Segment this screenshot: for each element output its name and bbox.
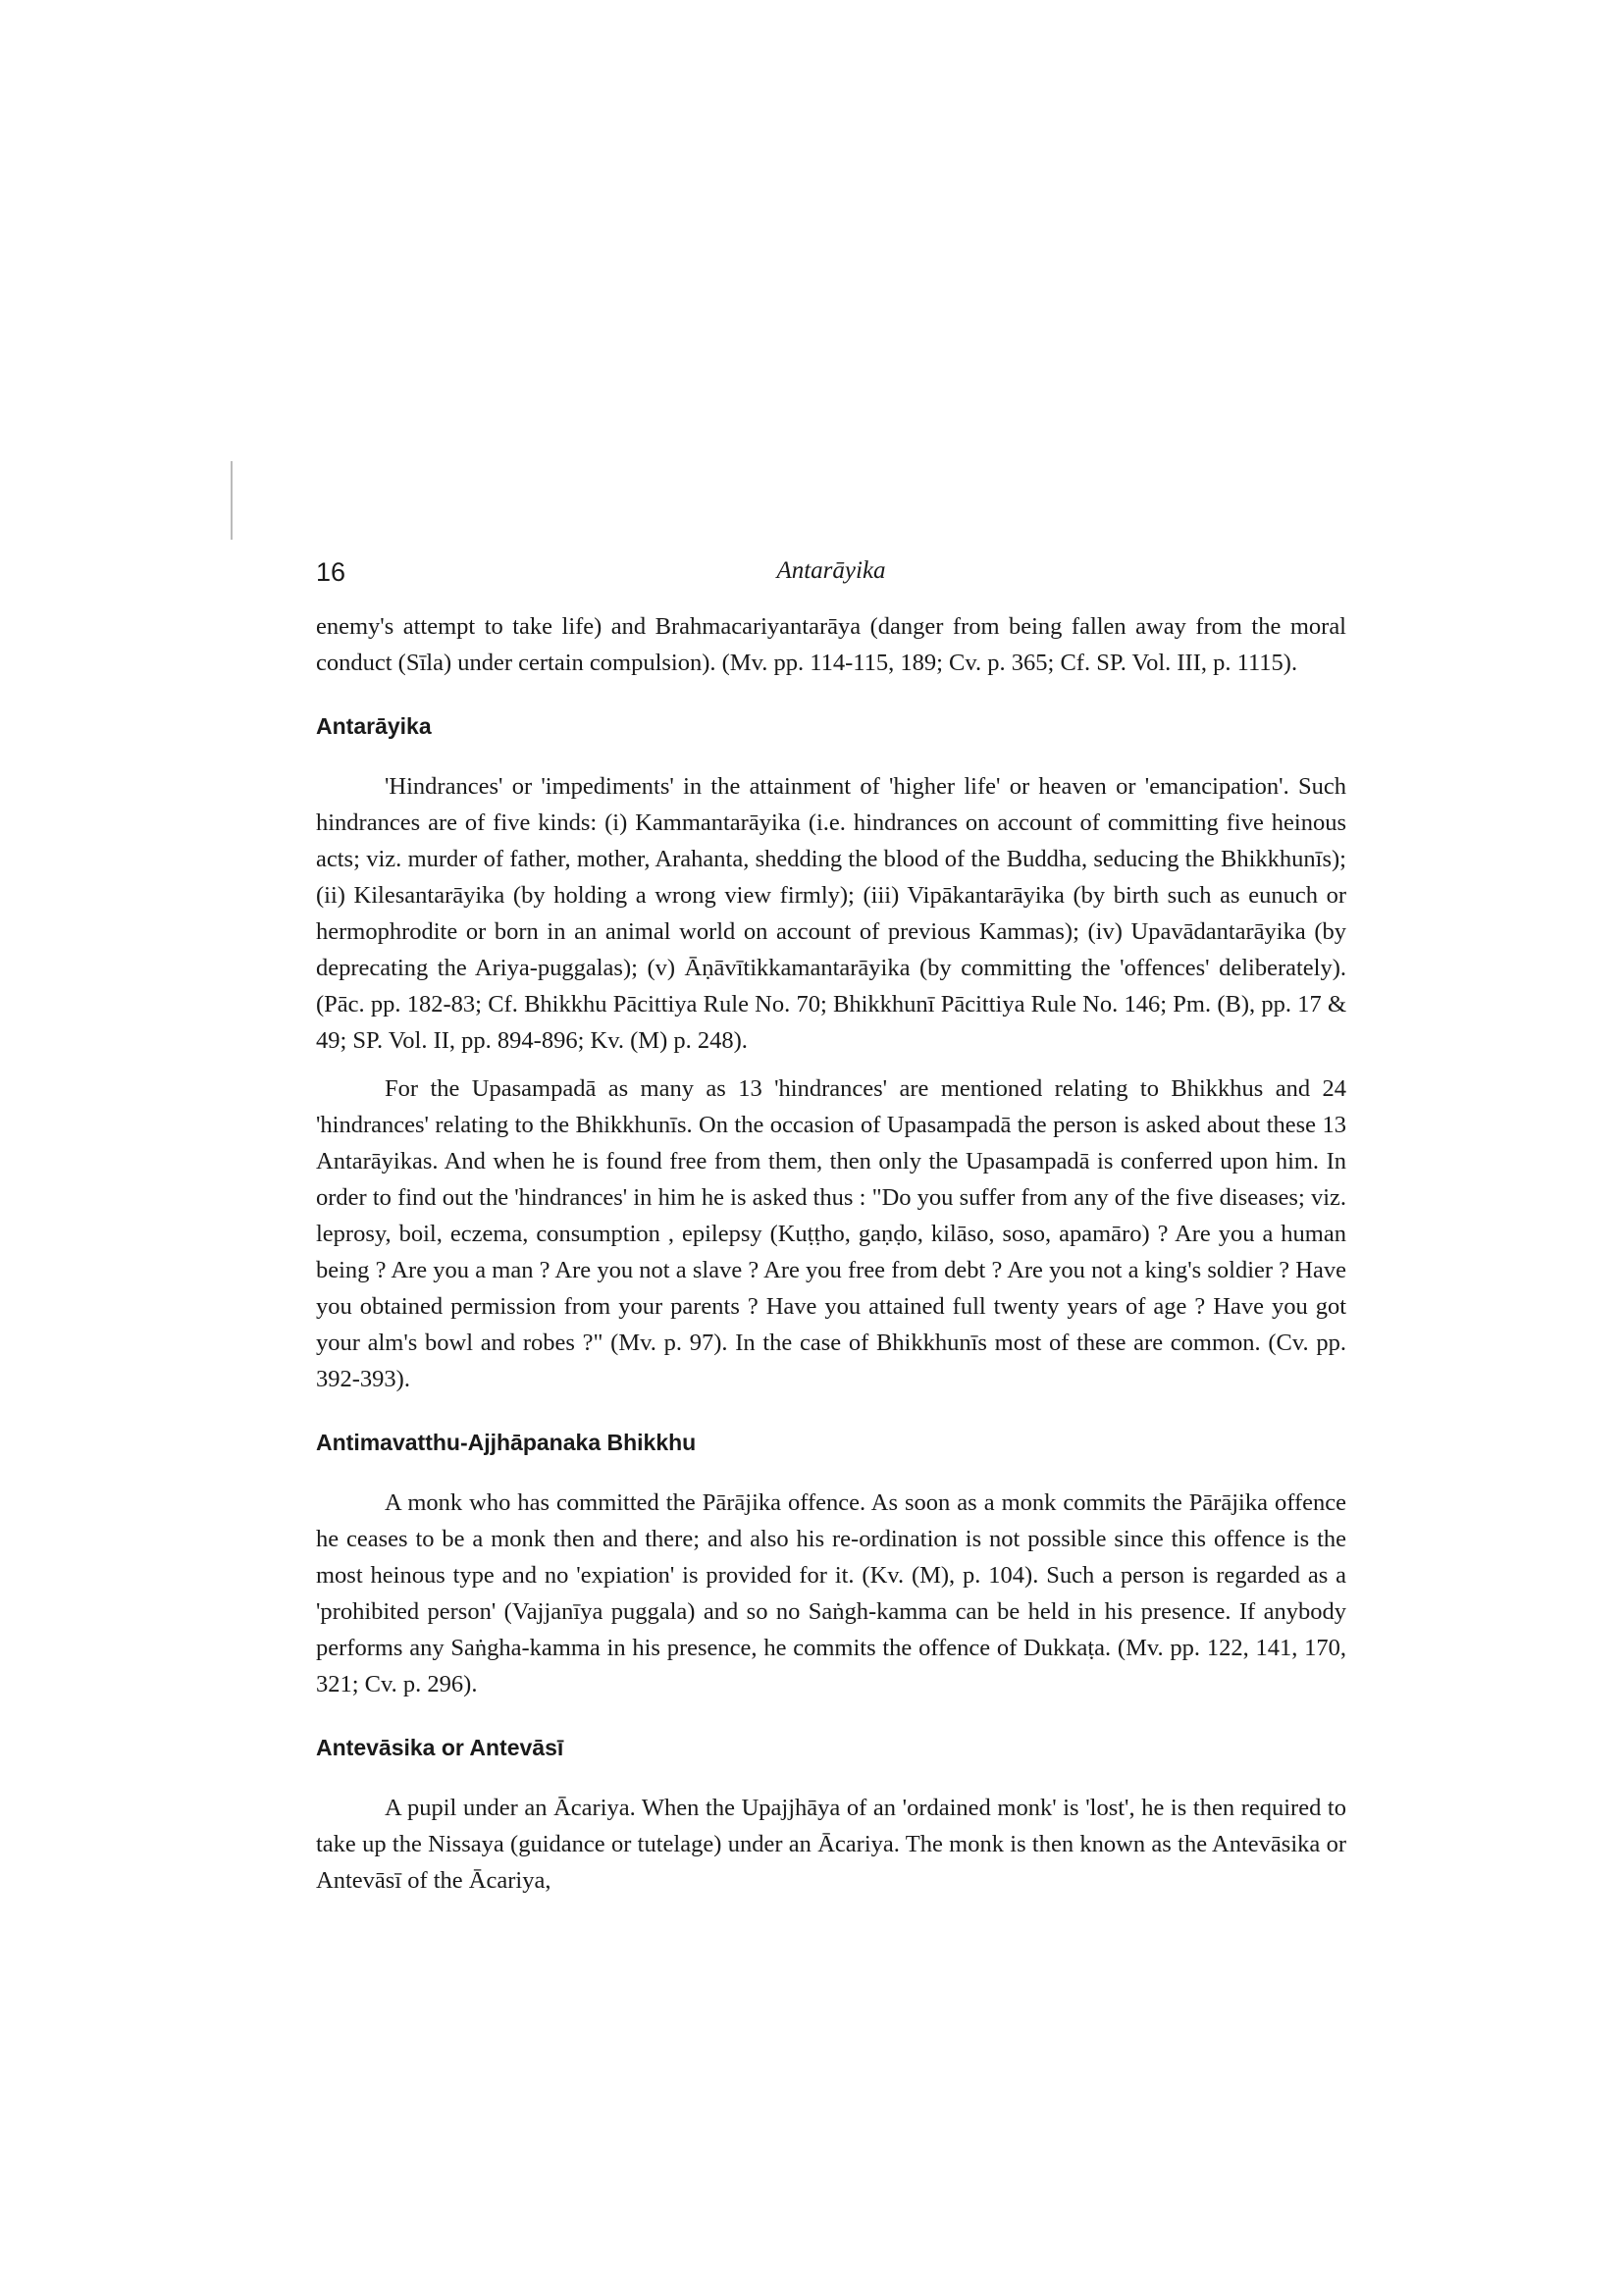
scan-margin-mark xyxy=(231,461,233,540)
page-header xyxy=(316,557,1346,597)
entry-paragraph: A monk who has committed the Pārājika offence. As soon as a monk commits the Pārājika offence he ceases to be a monk then and there; and also his re-ordination is not possible since this offence is the most heinous type and no 'expiation' is provided for it. (Kv. (M), p. 104). Such a person is regarded as a 'prohibited person' (Vajjanīya puggala) and so no Saṅgh-kamma can be held in his presence. If anybody performs any Saṅgha-kamma in his presence, he commits the offence of Dukkaṭa. (Mv. pp. 122, 141, 170, 321; Cv. p. 296). xyxy=(316,1489,1346,1697)
running-title: Antarāyika xyxy=(776,557,886,584)
entry-paragraph: A pupil under an Ācariya. When the Upajjhāya of an 'ordained monk' is 'lost', he is then required to take up the Nissaya (guidance or tutelage) under an Ācariya. The monk is then known as the Antevāsika or Antevāsī of the Ācariya, xyxy=(316,1795,1346,1894)
page-number: 16 xyxy=(316,557,346,587)
entry-paragraph: For the Upasampadā as many as 13 'hindrances' are mentioned relating to Bhikkhus and 24 'hindrances' relating to the Bhikkhunīs. On the occasion of Upasampadā the person is asked about these 13 Antarāyikas. And when he is found free from them, then only the Upasampadā is conferred upon him. In order to find out the 'hindrances' in him he is asked thus : "Do you suffer from any of the five diseases; viz. leprosy, boil, eczema, consumption , epilepsy (Kuṭṭho, gaṇḍo, kilāso, soso, apamāro) ? Are you a human being ? Are you a man ? Are you not a slave ? Are you free from debt ? Are you not a king's soldier ? Have you obtained permission from your parents ? Have you attained full twenty years of age ? Have you got your alm's bowl and robes ?" (Mv. p. 97). In the case of Bhikkhunīs most of these are common. (Cv. pp. 392-393). xyxy=(316,1075,1346,1392)
continued-paragraph: enemy's attempt to take life) and Brahmacariyantarāya (danger from being fallen away from the moral conduct (Sīla) under certain compulsion). (Mv. pp. 114-115, 189; Cv. p. 365; Cf. SP. Vol. III, p. 1115). xyxy=(316,613,1346,676)
entry-heading-antarayika: Antarāyika xyxy=(316,713,432,739)
entry-heading-antevasika: Antevāsika or Antevāsī xyxy=(316,1735,564,1760)
page-body xyxy=(316,608,1346,1899)
entry-paragraph: 'Hindrances' or 'impediments' in the attainment of 'higher life' or heaven or 'emancipation'. Such hindrances are of five kinds: (i) Kammantarāyika (i.e. hindrances on account of committing five heinous acts; viz. murder of father, mother, Arahanta, shedding the blood of the Buddha, seducing the Bhikkhunīs); (ii) Kilesantarāyika (by holding a wrong view firmly); (iii) Vipākantarāyika (by birth such as eunuch or hermophrodite or born in an animal world on account of previous Kammas); (iv) Upavādantarāyika (by deprecating the Ariya-puggalas); (v) Āṇāvītikkamantarāyika (by committing the 'offences' deliberately). (Pāc. pp. 182-83; Cf. Bhikkhu Pācittiya Rule No. 70; Bhikkhunī Pācittiya Rule No. 146; Pm. (B), pp. 17 & 49; SP. Vol. II, pp. 894-896; Kv. (M) p. 248). xyxy=(316,773,1346,1054)
entry-heading-antimavatthu: Antimavatthu-Ajjhāpanaka Bhikkhu xyxy=(316,1430,697,1455)
